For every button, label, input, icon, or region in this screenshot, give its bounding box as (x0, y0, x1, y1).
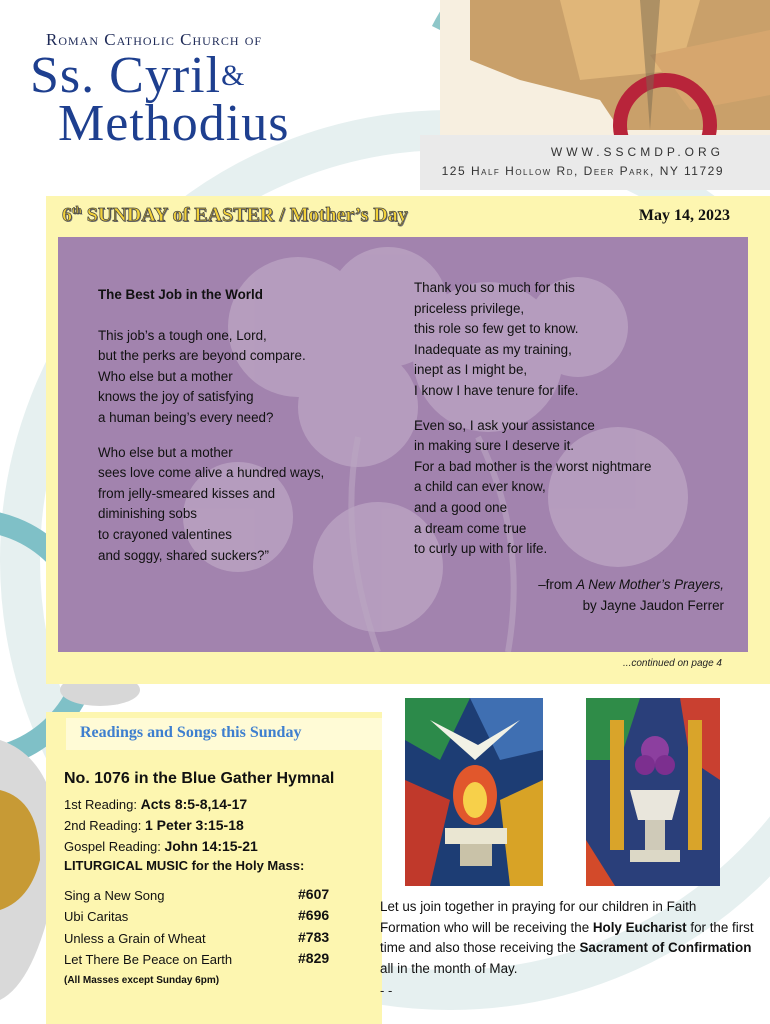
poem-stanza: Thank you so much for this priceless privilege, this role so few get to know. Inadequate as my training, inept as I might be, I know I have tenure for life. (414, 280, 579, 398)
attribution-prefix: –from (538, 576, 577, 592)
poem-panel (58, 237, 748, 652)
parish-prefix: Roman Catholic Church of (46, 30, 263, 49)
song-number: #829 (298, 950, 330, 966)
attribution-book: A New Mother’s Prayers, (576, 576, 724, 592)
banner-date: May 14, 2023 (638, 207, 730, 224)
stained-glass-dove-image (405, 698, 543, 886)
music-heading: LITURGICAL MUSIC for the Holy Mass: (64, 858, 305, 873)
first-reading (64, 796, 247, 812)
song-title: Let There Be Peace on Earth (64, 952, 233, 967)
attribution-author: by Jayne Jaudon Ferrer (582, 597, 724, 613)
banner-title-text: SUNDAY of EASTER / Mother’s Day (81, 204, 408, 226)
dash-marks: - - (380, 983, 393, 998)
second-reading (64, 817, 244, 833)
gospel-reading-value: John 14:15-21 (164, 838, 258, 854)
poem-stanza: This job’s a tough one, Lord, but the perks are beyond compare. Who else but a mother knows the joy of satisfying a human being’s every need? (98, 327, 306, 425)
readings-heading: Readings and Songs this Sunday (80, 724, 302, 741)
prayer-text: for the first time and also those receiving the (380, 919, 754, 956)
parish-address: 125 Half Hollow Rd, Deer Park, NY 11729 (441, 164, 724, 178)
parish-name-ampersand: & (221, 59, 246, 92)
poem-stanza: Who else but a mother sees love come alive a hundred ways, from jelly-smeared kisses and diminishing sobs to crayoned valentines and soggy, shared suckers?” (98, 444, 325, 563)
readings-heading-bar (66, 718, 382, 750)
banner-title-suffix: th (72, 204, 82, 217)
song-title: Unless a Grain of Wheat (64, 931, 206, 946)
first-reading-label: 1st Reading: (64, 797, 141, 812)
prayer-text: Let us join together in praying for our children in Faith Formation who will be receiving the (380, 899, 697, 935)
gospel-reading-label: Gospel Reading: (64, 839, 165, 854)
parish-name-line2: Methodius (58, 95, 290, 152)
poem-left-column (98, 285, 388, 580)
parish-name-ss-cyril: Ss. Cyril (30, 47, 222, 104)
masses-note: (All Masses except Sunday 6pm) (64, 975, 220, 986)
first-reading-value: Acts 8:5-8,14-17 (140, 796, 248, 812)
song-number: #607 (298, 886, 330, 902)
hymnal-number: No. 1076 in the Blue Gather Hymnal (64, 770, 335, 787)
prayer-bold-eucharist: Holy Eucharist (592, 919, 687, 935)
second-reading-value: 1 Peter 3:15-18 (144, 817, 244, 833)
song-number: #696 (298, 907, 330, 923)
song-title: Ubi Caritas (64, 909, 129, 924)
poem-right-column (414, 278, 734, 616)
song-title: Sing a New Song (64, 888, 165, 903)
stained-glass-chalice-image (586, 698, 720, 886)
website-link[interactable]: WWW.SSCMDP.ORG (550, 145, 724, 159)
prayer-bold-confirmation: Sacrament of Confirmation (579, 940, 752, 956)
banner-title (62, 204, 408, 227)
poem-attribution (414, 574, 734, 616)
banner-title-number: 6 (62, 204, 72, 226)
continued-note: ...continued on page 4 (623, 658, 722, 669)
stained-glass-cross-image (420, 0, 770, 190)
prayer-paragraph (380, 897, 760, 979)
prayer-text: all in the month of May. (380, 960, 518, 976)
second-reading-label: 2nd Reading: (64, 818, 145, 833)
poem-stanza: Even so, I ask your assistance in making sure I deserve it. For a bad mother is the worst nightmare a child can ever know, and a good one a dream come true to curly up with for life. (414, 417, 652, 557)
poem-title: The Best Job in the World (98, 287, 263, 302)
gospel-reading (64, 838, 258, 854)
song-number: #783 (298, 929, 330, 945)
